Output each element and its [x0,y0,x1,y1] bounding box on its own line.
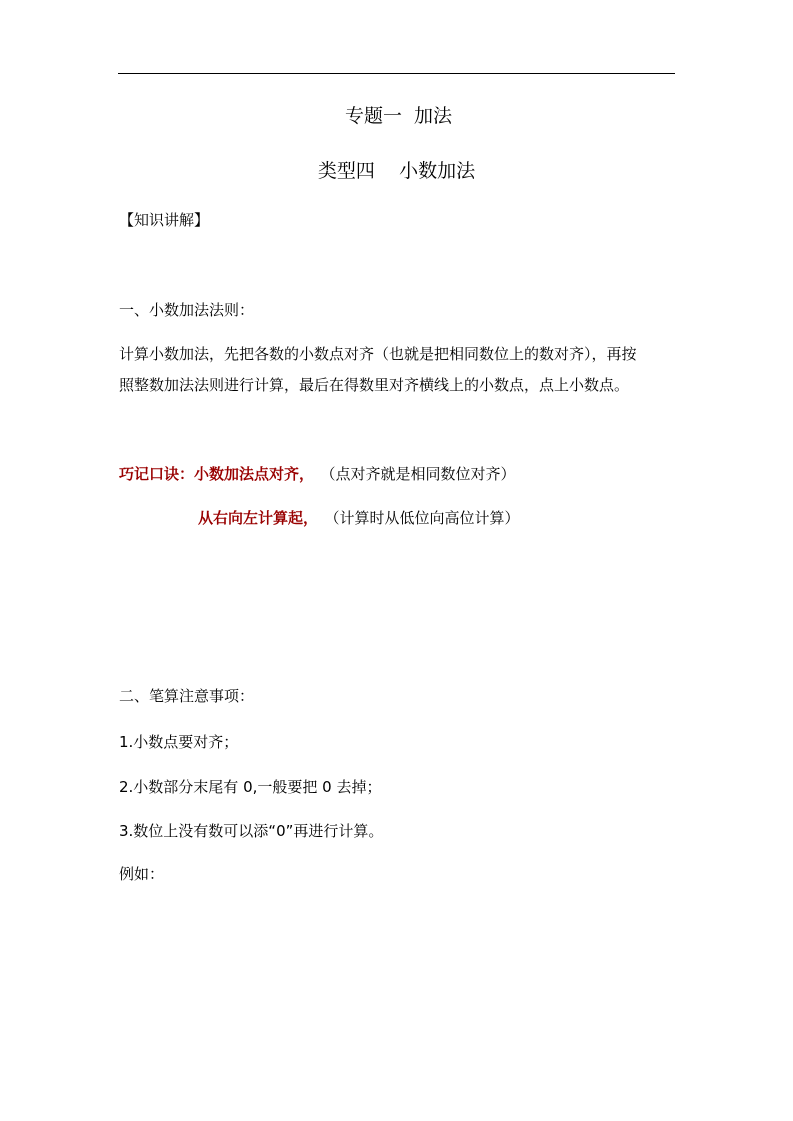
mnemonic-line-2 [198,508,520,528]
notes-heading: 二、笔算注意事项： [119,687,255,705]
page-title: 专题一 加法 [344,105,453,127]
header-rule [118,73,675,74]
example-label: 例如： [119,865,165,883]
mnemonic-line-1 [119,464,516,484]
mnemonic-note-2: （计算时从低位向高位计算） [332,509,520,527]
note-item-2: 2.小数部分末尾有 0,一般要把 0 去掉； [119,778,382,796]
note-item-3: 3.数位上没有数可以添“0”再进行计算。 [119,822,384,840]
rule-text-line-1: 计算小数加法，先把各数的小数点对齐（也就是把相同数位上的数对齐），再按 [119,345,637,363]
mnemonic-note-1: （点对齐就是相同数位对齐） [328,465,516,483]
rule-heading: 一、小数加法法则： [119,301,255,319]
page-subtitle: 类型四 小数加法 [317,160,476,182]
mnemonic-emphasis-2: 从右向左计算起， [198,509,319,527]
rule-text-line-2: 照整数加法法则进行计算，最后在得数里对齐横线上的小数点，点上小数点。 [119,376,630,394]
mnemonic-emphasis-1: 巧记口诀：小数加法点对齐， [119,465,315,483]
section-label: 【知识讲解】 [119,211,210,229]
note-item-1: 1.小数点要对齐； [119,733,239,751]
